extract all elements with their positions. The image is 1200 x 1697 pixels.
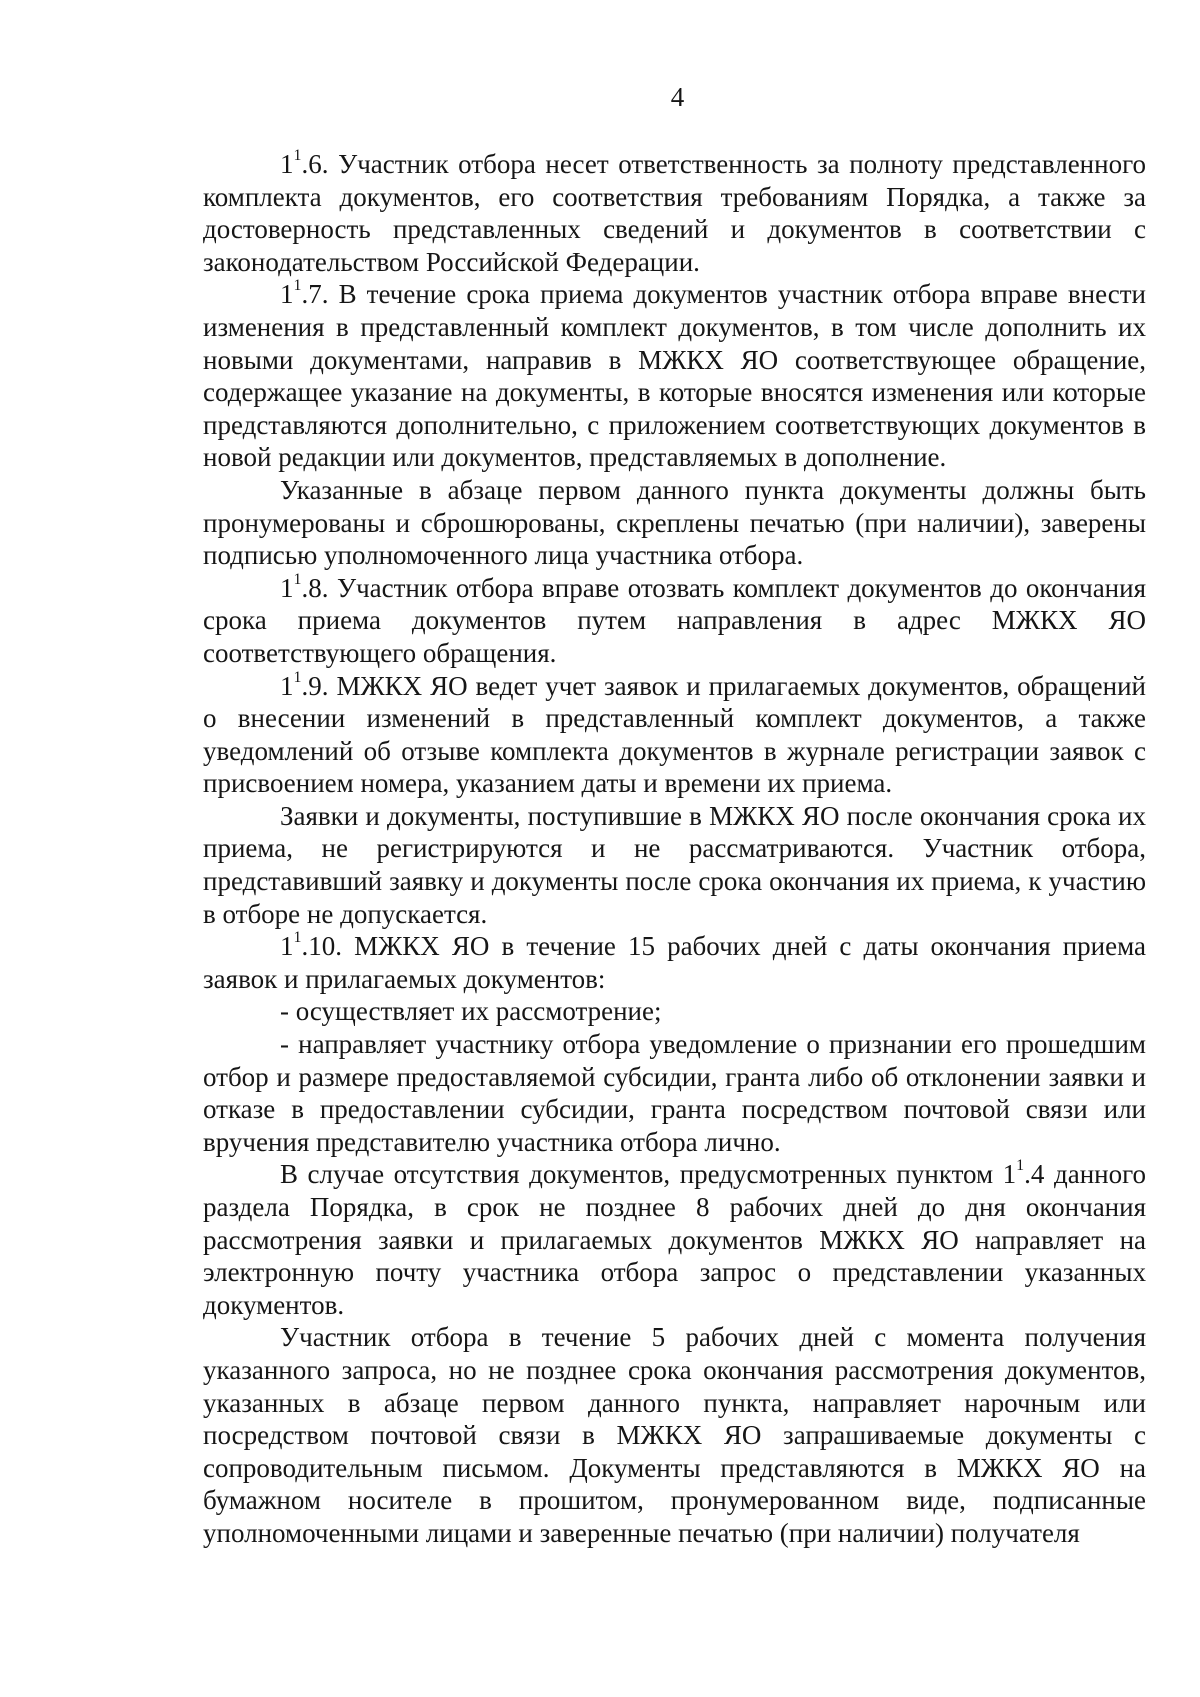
paragraph-missing-documents: В случае отсутствия документов, предусмотренных пунктом $1^1.4$ данного раздела Порядка, в срок не позднее 8 рабочих дней до дня окончания рассмотрения заявки и прилагаемых документов МЖКХ ЯО направляет на электронную почту участника отбора запрос о представлении указанных документов. [203,1157,1146,1320]
paragraph-1-8: $1^1.8$. Участник отбора вправе отозвать комплект документов до окончания срока приема документов путем направления в адрес МЖКХ ЯО соответствующего обращения. [203,570,1146,668]
paragraph-1-10: $1^1.10$. МЖКХ ЯО в течение 15 рабочих дней с даты окончания приема заявок и прилагаемых документов: [203,929,1146,994]
list-item-notification: - направляет участнику отбора уведомление о признании его прошедшим отбор и размере предоставляемой субсидии, гранта либо об отклонении заявки и отказе в предоставлении субсидии, гранта посредством почтовой связи или вручения представителю участника отбора лично. [203,1029,1146,1157]
paragraph-1-9: $1^1.9$. МЖКХ ЯО ведет учет заявок и прилагаемых документов, обращений о внесении изменений в представленный комплект документов, а также уведомлений об отзыве комплекта документов в журнале регистрации заявок с присвоением номера, указанием даты и времени их приема. [203,668,1146,799]
list-item-review: - осуществляет их рассмотрение; [280,996,662,1027]
paragraph-1-6: $1^1.6$. Участник отбора несет ответственность за полноту представленного комплекта документов, его соответствия требованиям Порядка, а также за достоверность представленных сведений и документов в соответствии с законодательством Российской Федерации. [203,147,1146,277]
paragraph-1-7: $1^1.7$. В течение срока приема документов участник отбора вправе внести изменения в представленный комплект документов, в том числе дополнить их новыми документами, направив в МЖКХ ЯО соответствующее обращение, содержащее указание на документы, в которые вносятся изменения или которые представляются дополнительно, с приложением соответствующих документов в новой редакции или документов, представляемых в дополнение. [203,277,1146,473]
paragraph-participant-response: Участник отбора в течение 5 рабочих дней с момента получения указанного запроса, но не позднее срока окончания рассмотрения документов, указанных в абзаце первом данного пункта, направляет нарочным или посредством почтовой связи в МЖКХ ЯО запрашиваемые документы с сопроводительным письмом. Документы представляются в МЖКХ ЯО на бумажном носителе в прошитом, пронумерованном виде, подписанные уполномоченными лицами и заверенные печатью (при наличии) получателя [203,1322,1146,1548]
paragraph-1-7-abzac-2: Указанные в абзаце первом данного пункта документы должны быть пронумерованы и сброшюрованы, скреплены печатью (при наличии), заверены подписью уполномоченного лица участника отбора. [203,474,1146,571]
paragraph-1-9-abzac-2: Заявки и документы, поступившие в МЖКХ ЯО после окончания срока их приема, не регистрируются и не рассматриваются. Участник отбора, представивший заявку и документы после срока окончания их приема, к участию в отборе не допускается. [203,800,1146,929]
document-body [203,148,1146,1550]
page-number: 4 [670,82,685,112]
